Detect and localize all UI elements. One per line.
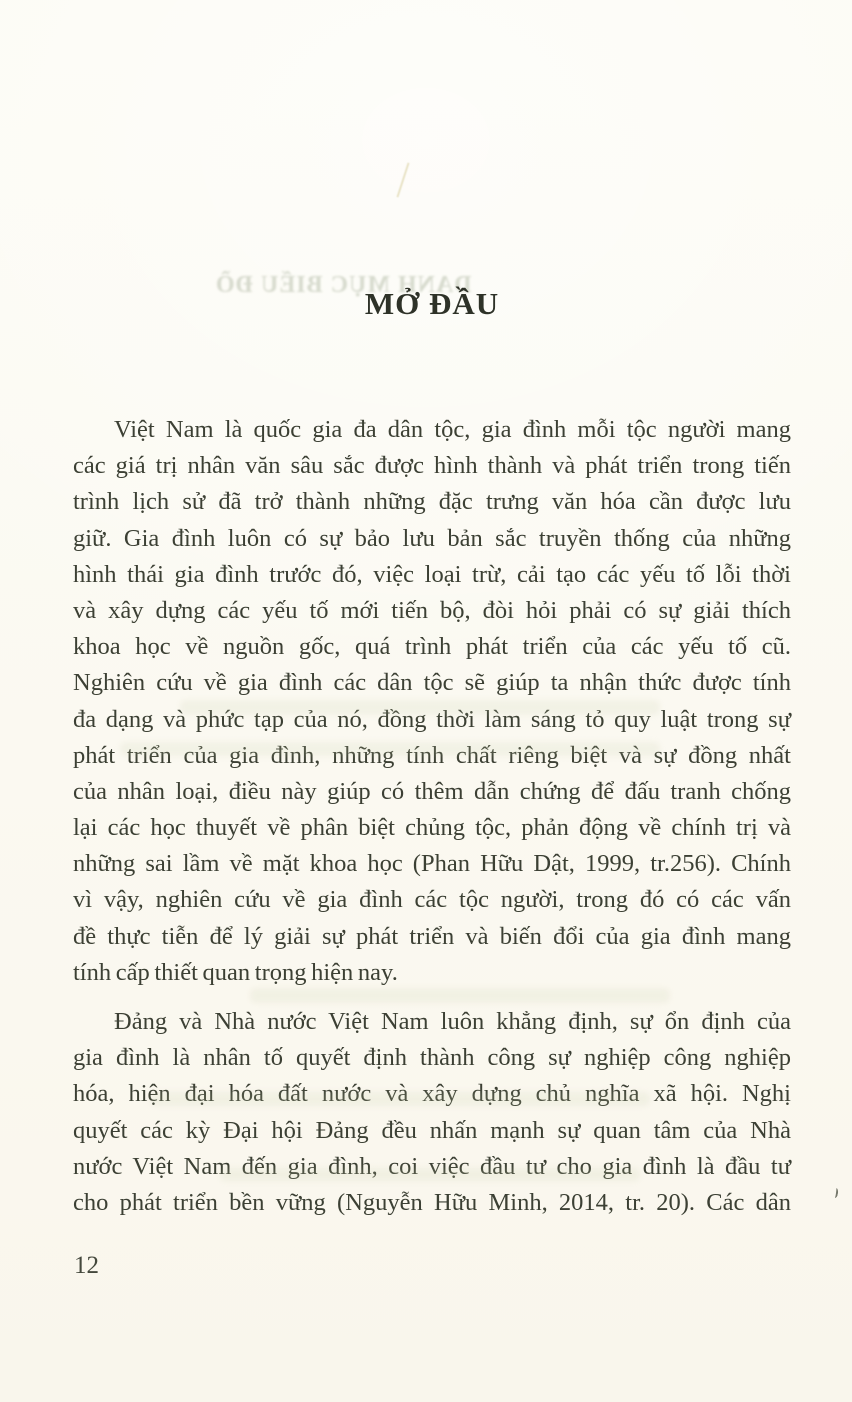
bleedthrough-heading-text: DANH MỤC BIỂU ĐỒ [215,272,472,298]
text-line: nước Việt Nam đến gia đình, coi việc đầu tư cho gia đình là đầu tư [73,1152,791,1180]
text-line: gia đình là nhân tố quyết định thành công sự nghiệp công nghiệp [73,1044,791,1072]
text-line: lại các học thuyết về phân biệt chủng tộc, phản động về chính trị và [73,814,791,842]
text-line: Đảng và Nhà nước Việt Nam luôn khẳng định, sự ổn định của [114,1008,791,1035]
text-line: và xây dựng các yếu tố mới tiến bộ, đòi hỏi phải có sự giải thích [73,596,791,624]
edge-ink-speck [832,1188,838,1199]
text-line: của nhân loại, điều này giúp có thêm dẫn chứng để đấu tranh chống [73,777,791,805]
text-line: tính cấp thiết quan trọng hiện nay. [73,958,398,986]
chapter-title: MỞ ĐẦU [364,286,500,321]
text-line: giữ. Gia đình luôn có sự bảo lưu bản sắc truyền thống của những [73,524,791,552]
text-line: đa dạng và phức tạp của nó, đồng thời làm sáng tỏ quy luật trong sự [73,705,791,733]
text-line: quyết các kỳ Đại hội Đảng đều nhấn mạnh sự quan tâm của Nhà [73,1116,791,1144]
text-line: cho phát triển bền vững (Nguyễn Hữu Minh, 2014, tr. 20). Các dân [73,1188,791,1216]
text-line: hình thái gia đình trước đó, việc loại trừ, cải tạo các yếu tố lỗi thời [73,560,791,588]
text-line: Việt Nam là quốc gia đa dân tộc, gia đình mỗi tộc người mang [114,416,791,443]
text-line: hóa, hiện đại hóa đất nước và xây dựng chủ nghĩa xã hội. Nghị [73,1080,791,1108]
paper-scratch-mark [396,163,409,198]
text-line: Nghiên cứu về gia đình các dân tộc sẽ giúp ta nhận thức được tính [73,669,791,697]
text-line: các giá trị nhân văn sâu sắc được hình thành và phát triển trong tiến [73,452,791,480]
text-line: trình lịch sử đã trở thành những đặc trưng văn hóa cần được lưu [73,488,791,516]
text-line: những sai lầm về mặt khoa học (Phan Hữu Dật, 1999, tr.256). Chính [73,850,791,878]
page-number: 12 [74,1252,99,1279]
paragraph [73,412,791,991]
body-text [73,412,791,1221]
paragraph [73,1004,791,1221]
text-line: vì vậy, nghiên cứu về gia đình các tộc người, trong đó có các vấn [73,886,791,914]
text-line: đề thực tiễn để lý giải sự phát triển và biến đổi của gia đình mang [73,922,791,950]
text-line: khoa học về nguồn gốc, quá trình phát triển của các yếu tố cũ. [73,633,791,661]
text-line: phát triển của gia đình, những tính chất riêng biệt và sự đồng nhất [73,741,791,769]
